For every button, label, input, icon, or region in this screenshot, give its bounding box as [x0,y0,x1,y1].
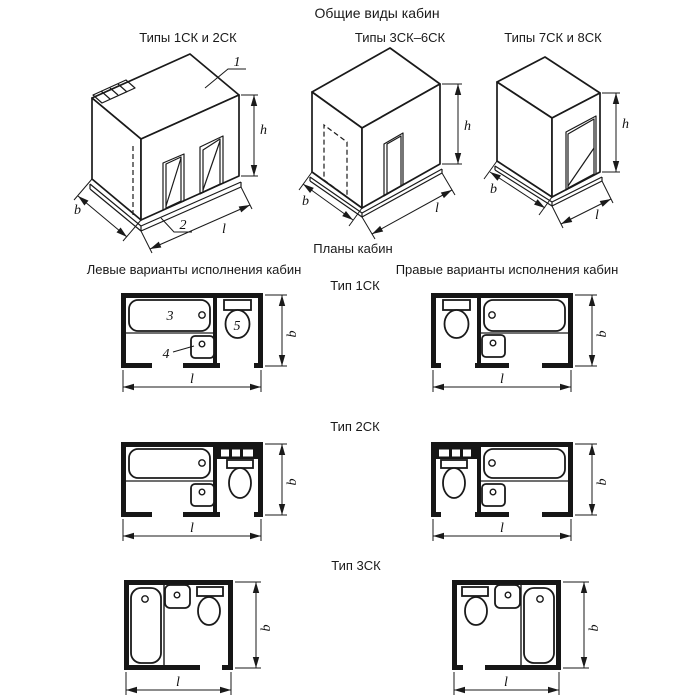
extension-lines-h [602,93,620,172]
washbasin-drain [490,489,496,495]
extension-lines-b [235,582,261,668]
bathtub-drain [199,312,205,318]
bathtub-drain [489,460,495,466]
dim-label-h: h [622,117,629,132]
bathtub-drain [199,460,205,466]
extension-lines-b [575,444,597,515]
dim-label-l: l [500,521,504,536]
washbasin-drain [490,340,496,346]
toilet-tank [443,300,470,310]
iso-view-1sk-2sk [74,54,267,253]
plan-3sk-right [452,580,602,695]
extension-lines-h [442,84,462,164]
extension-lines-b [575,295,597,366]
dim-label-l: l [500,372,504,387]
bathtub-drain [537,596,543,602]
toilet-tank [227,460,253,468]
iso-view-7sk-8sk [484,57,629,228]
view-title-1sk-2sk: Типы 1СК и 2СК [139,30,237,45]
vent-block [436,447,477,459]
view-title-7sk-8sk: Типы 7СК и 8СК [504,30,602,45]
toilet-tank [224,300,251,310]
bottom-wall-with-door-opening [124,665,233,670]
type-3sk-label: Тип 3СК [331,558,381,573]
toilet-bowl [198,597,220,625]
dim-label-b: b [259,624,274,632]
callout-1: 1 [233,55,241,70]
bottom-wall-with-door-openings [121,363,263,368]
toilet-bowl [465,597,487,625]
extension-lines-h [241,95,258,176]
dim-label-l: l [190,521,194,536]
bathtub [129,449,210,478]
dim-label-b: b [285,330,300,338]
dim-label-l: l [595,208,599,223]
dim-label-b: b [302,194,309,209]
view-title-3sk-6sk: Типы 3СК–6СК [354,30,446,45]
plan-1sk-right [431,293,610,392]
dim-label-b: b [74,203,81,218]
dim-label-l: l [222,222,226,237]
vent-block [217,447,258,459]
callout-2: 2 [179,218,187,233]
partition-wall [477,447,481,512]
dim-label-b: b [595,478,610,486]
washbasin-drain [199,341,205,347]
partition-wall [477,298,481,363]
dim-label-l: l [504,675,508,690]
left-variants-header: Левые варианты исполнения кабин [86,262,302,277]
vent-block-openings [221,450,253,457]
toilet-bowl [445,310,469,338]
dim-label-b: b [490,182,497,197]
toilet-tank [197,587,223,596]
type-1sk-label: Тип 1СК [330,278,380,293]
plan-2sk-right [431,442,610,541]
extension-lines-b [563,582,589,668]
dimension-line-l [150,205,250,249]
dim-label-l: l [176,675,180,690]
washbasin-drain [505,592,511,598]
sheet-title: Общие виды кабин [314,5,440,21]
bathtub [484,300,565,331]
vent-block-openings [439,450,471,457]
dim-label-b: b [595,330,610,338]
dim-label-h: h [464,119,471,134]
dimension-line-l [561,199,611,224]
plan-2sk-left [121,442,300,541]
bathtub-drain [489,312,495,318]
bottom-wall-with-door-opening [452,665,561,670]
dim-label-b: b [587,624,602,632]
toilet-bowl [229,468,251,498]
iso-view-3sk-6sk [299,48,471,239]
washbasin-drain [174,592,180,598]
washbasin-drain [199,489,205,495]
extension-lines-b [265,295,287,366]
toilet-tank [462,587,488,596]
right-variants-header: Правые варианты исполнения кабин [395,262,619,277]
type-2sk-label: Тип 2СК [330,419,380,434]
plan-1sk-left [121,293,300,392]
toilet-tank [441,460,467,468]
plan-3sk-left [124,580,274,695]
bottom-wall-with-door-openings [121,512,263,517]
bottom-wall-with-door-openings [431,512,573,517]
bottom-wall-with-door-openings [431,363,573,368]
callout-4: 4 [162,347,170,362]
dim-label-l: l [435,201,439,216]
callout-3: 3 [166,309,174,324]
plans-title: Планы кабин [313,241,393,256]
toilet-bowl [443,468,465,498]
dimension-line-l [372,190,452,234]
extension-lines-b [265,444,287,515]
bathtub [484,449,565,478]
dim-label-l: l [190,372,194,387]
dim-label-b: b [285,478,300,486]
dim-label-h: h [260,123,267,138]
bathtub-drain [142,596,148,602]
callout-5: 5 [233,319,241,334]
